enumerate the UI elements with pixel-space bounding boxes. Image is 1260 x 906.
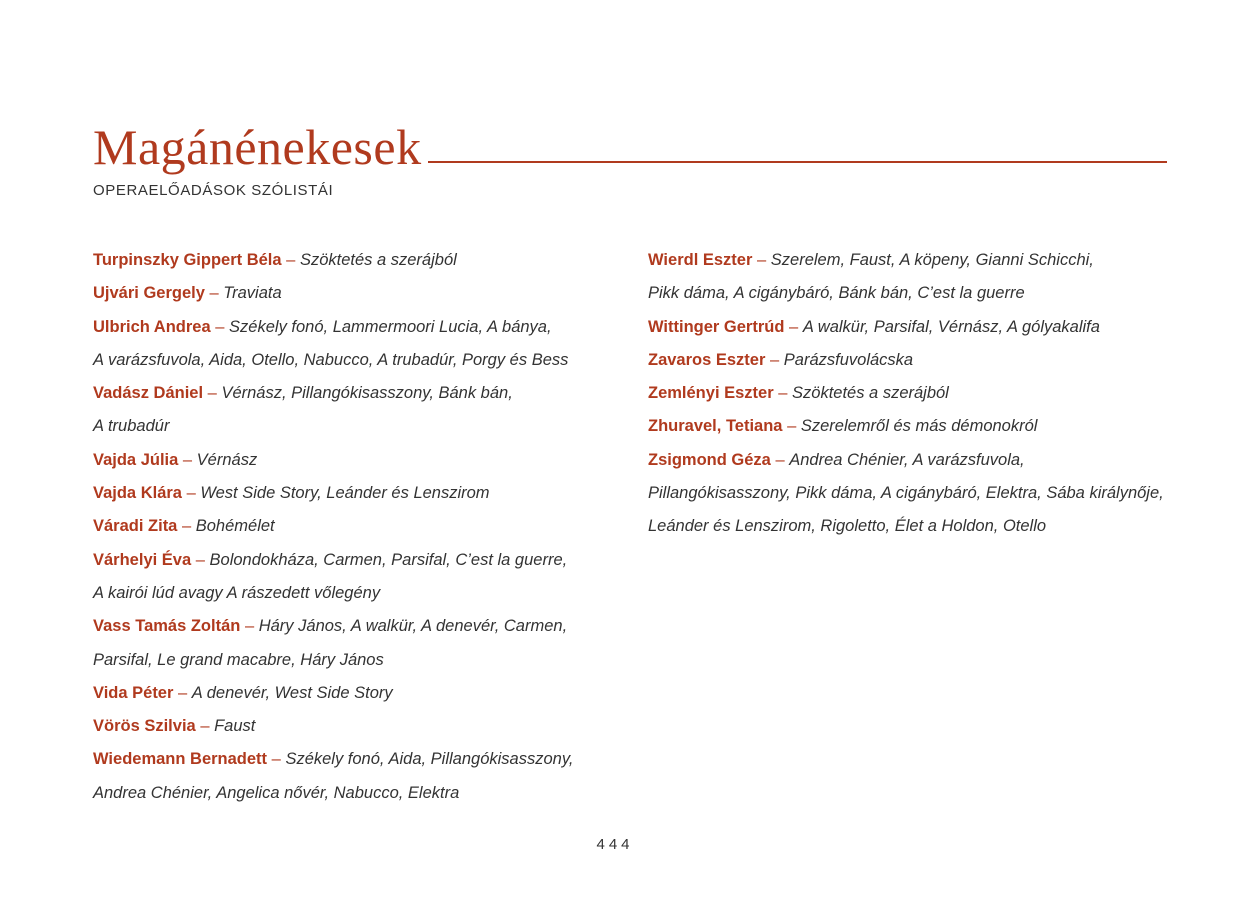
works-list: Pikk dáma, A cigánybáró, Bánk bán, C’est la guerre — [648, 284, 1025, 303]
works-list: A trubadúr — [93, 417, 170, 436]
singer-entry — [648, 344, 1208, 377]
title-row — [93, 118, 1167, 176]
page-number: 444 — [596, 836, 634, 853]
singer-name: Zsigmond Géza — [648, 450, 771, 469]
singer-name: Wierdl Eszter — [648, 251, 753, 269]
singer-name: Vörös Szilvia — [93, 717, 196, 736]
works-list: Leánder és Lenszirom, Rigoletto, Élet a Holdon, Otello — [648, 517, 1047, 536]
singer-entry — [93, 377, 613, 444]
works-list: Vérnász, Pillangókisasszony, Bánk bán, — [221, 384, 513, 403]
page-subtitle: OPERAELŐADÁSOK SZÓLISTÁI — [93, 182, 334, 199]
page-title: Magánénekesek — [93, 119, 422, 175]
singer-name: Vajda Júlia — [93, 450, 179, 469]
works-list: A walkür, Parsifal, Vérnász, A gólyakalifa — [802, 317, 1100, 336]
singer-entry — [93, 544, 613, 611]
entry-separator: – — [789, 317, 799, 336]
works-list: A varázsfuvola, Aida, Otello, Nabucco, A trubadúr, Porgy és Bess — [93, 350, 569, 369]
entry-separator: – — [215, 317, 225, 336]
works-list: Traviata — [223, 284, 282, 303]
singer-entry — [648, 311, 1208, 344]
works-list: Andrea Chénier, A varázsfuvola, — [789, 450, 1025, 469]
works-list: Háry János, A walkür, A denevér, Carmen, — [258, 617, 568, 636]
works-list: Andrea Chénier, Angelica nővér, Nabucco, Elektra — [93, 783, 460, 802]
works-list: Parázsfuvolácska — [783, 350, 914, 369]
singer-name: Vida Péter — [93, 683, 174, 702]
singer-name: Wittinger Gertrúd — [648, 317, 785, 336]
works-list: Vérnász — [196, 450, 258, 469]
works-list: Szerelemről és más démonokról — [800, 417, 1038, 436]
singer-entry — [648, 444, 1208, 544]
singer-name: Várhelyi Éva — [93, 550, 192, 569]
entry-separator: – — [286, 251, 296, 269]
works-list: Székely fonó, Lammermoori Lucia, A bánya, — [229, 317, 552, 336]
left-column — [93, 244, 613, 810]
entry-separator: – — [778, 384, 788, 403]
singer-name: Vajda Klára — [93, 484, 182, 503]
singer-entry — [93, 477, 613, 510]
entry-separator: – — [207, 384, 217, 403]
singer-entry — [93, 510, 613, 543]
singer-entry — [93, 311, 613, 378]
singer-entry — [93, 677, 613, 710]
singer-name: Vass Tamás Zoltán — [93, 617, 241, 636]
works-list: Bolondokháza, Carmen, Parsifal, C’est la guerre, — [209, 550, 568, 569]
singer-entry — [648, 377, 1208, 410]
title-rule — [428, 161, 1167, 163]
entry-separator: – — [244, 617, 255, 636]
singer-name: Wiedemann Bernadett — [93, 750, 268, 769]
singer-entry — [648, 244, 1208, 311]
works-list: Pillangókisasszony, Pikk dáma, A cigánybáró, Elektra, Sába királynője, — [648, 484, 1164, 503]
works-list: Szerelem, Faust, A köpeny, Gianni Schicchi, — [770, 251, 1094, 269]
entry-separator: – — [770, 350, 780, 369]
works-list: Parsifal, Le grand macabre, Háry János — [93, 650, 384, 669]
singer-name: Ulbrich Andrea — [93, 317, 211, 336]
entry-separator: – — [186, 484, 196, 503]
singer-name: Zavaros Eszter — [648, 350, 766, 369]
entry-separator: – — [756, 251, 767, 269]
works-list: Bohémélet — [195, 517, 275, 536]
singer-entry — [93, 743, 613, 810]
singer-entry — [93, 277, 613, 310]
singer-entry — [93, 710, 613, 743]
entry-separator: – — [271, 750, 281, 769]
entry-separator: – — [182, 450, 193, 469]
works-list: Szöktetés a szerájból — [792, 384, 949, 403]
entry-separator: – — [200, 717, 210, 736]
singer-entry — [93, 244, 613, 277]
page-header — [93, 118, 1167, 199]
works-list: Szöktetés a szerájból — [299, 251, 457, 269]
singer-name: Váradi Zita — [93, 517, 178, 536]
works-list: A denevér, West Side Story — [191, 683, 393, 702]
entry-separator: – — [209, 284, 219, 303]
singer-entry — [648, 410, 1208, 443]
entry-separator: – — [787, 417, 797, 436]
works-list: A kairói lúd avagy A rászedett vőlegény — [93, 583, 381, 602]
right-column — [648, 244, 1208, 544]
entry-separator: – — [775, 450, 785, 469]
entry-separator: – — [195, 550, 205, 569]
works-list: West Side Story, Leánder és Lenszirom — [200, 484, 490, 503]
singer-entry — [93, 610, 613, 677]
singer-name: Zemlényi Eszter — [648, 384, 774, 403]
works-list: Faust — [214, 717, 256, 736]
singer-entry — [93, 444, 613, 477]
works-list: Székely fonó, Aida, Pillangókisasszony, — [285, 750, 574, 769]
singer-name: Ujvári Gergely — [93, 284, 205, 303]
entry-separator: – — [178, 683, 188, 702]
singer-name: Turpinszky Gippert Béla — [93, 251, 282, 269]
entry-separator: – — [181, 517, 192, 536]
singer-name: Zhuravel, Tetiana — [648, 417, 783, 436]
singer-name: Vadász Dániel — [93, 384, 204, 403]
